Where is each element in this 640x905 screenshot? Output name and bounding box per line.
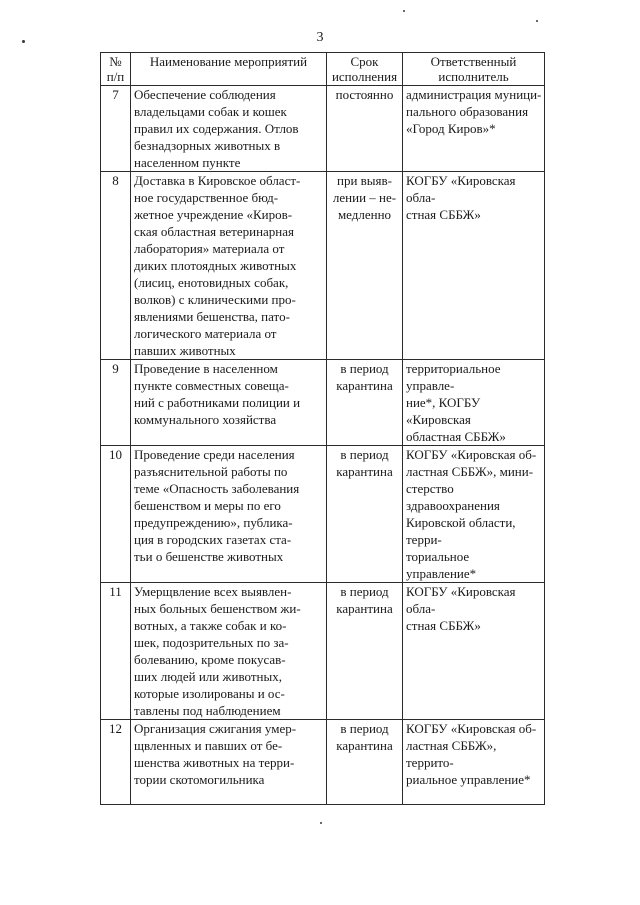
row-term: в период карантина <box>327 360 403 446</box>
row-measure: Проведение среди населения разъяснительной работы по теме «Опасность заболевания бешенством и меры по его предупреждению», публика- ция в городских газетах ста- тьи о бешенстве животных <box>131 446 327 583</box>
row-term: в период карантина <box>327 583 403 720</box>
scan-speck <box>536 20 538 22</box>
row-responsible: КОГБУ «Кировская об- ластная СББЖ», террито- риальное управление* <box>403 720 545 805</box>
row-measure: Умерщвление всех выявлен- ных больных бешенством жи- вотных, а также собак и ко- шек, подозрительных по за- болеванию, кроме покусав- ших людей или животных, которые изолированы и ос- тавлены под наблюдением <box>131 583 327 720</box>
row-term: при выяв- лении – не- медленно <box>327 172 403 360</box>
row-number: 10 <box>101 446 131 583</box>
row-measure: Доставка в Кировское област- ное государственное бюд- жетное учреждение «Киров- ская областная ветеринарная лаборатория» материала от диких плотоядных животных (лисиц, енотовидных собак, волков) с клиническими про- явлениями бешенства, пато- логического материала от павших животных <box>131 172 327 360</box>
row-term: в период карантина <box>327 720 403 805</box>
header-measure-name: Наименование мероприятий <box>131 53 327 86</box>
row-measure: Организация сжигания умер- щвленных и павших от бе- шенства животных на терри- тории скотомогильника <box>131 720 327 805</box>
page-number: 3 <box>316 30 324 45</box>
row-measure: Проведение в населенном пункте совместных совеща- ний с работниками полиции и коммунального хозяйства <box>131 360 327 446</box>
scan-speck <box>22 40 25 43</box>
row-term: постоянно <box>327 86 403 172</box>
table-row <box>101 86 545 172</box>
row-number: 11 <box>101 583 131 720</box>
row-number: 8 <box>101 172 131 360</box>
row-number: 12 <box>101 720 131 805</box>
scan-speck <box>320 822 322 824</box>
row-responsible: администрация муници- пального образования «Город Киров»* <box>403 86 545 172</box>
row-number: 9 <box>101 360 131 446</box>
table-header-row <box>101 53 545 86</box>
row-number: 7 <box>101 86 131 172</box>
header-responsible: Ответственный исполнитель <box>403 53 545 86</box>
table-row <box>101 720 545 805</box>
row-measure: Обеспечение соблюдения владельцами собак и кошек правил их содержания. Отлов безнадзорных животных в населенном пункте <box>131 86 327 172</box>
row-responsible: КОГБУ «Кировская обла- стная СББЖ» <box>403 172 545 360</box>
row-term: в период карантина <box>327 446 403 583</box>
scan-speck <box>403 10 405 12</box>
table-row <box>101 360 545 446</box>
table-row <box>101 446 545 583</box>
row-responsible: КОГБУ «Кировская об- ластная СББЖ», мини- стерство здравоохранения Кировской области, терри- ториальное управление* <box>403 446 545 583</box>
table-row <box>101 583 545 720</box>
header-term: Срок исполнения <box>327 53 403 86</box>
header-number: № п/п <box>101 53 131 86</box>
row-responsible: КОГБУ «Кировская обла- стная СББЖ» <box>403 583 545 720</box>
measures-table <box>100 52 545 805</box>
row-responsible: территориальное управле- ние*, КОГБУ «Кировская областная СББЖ» <box>403 360 545 446</box>
table-row <box>101 172 545 360</box>
